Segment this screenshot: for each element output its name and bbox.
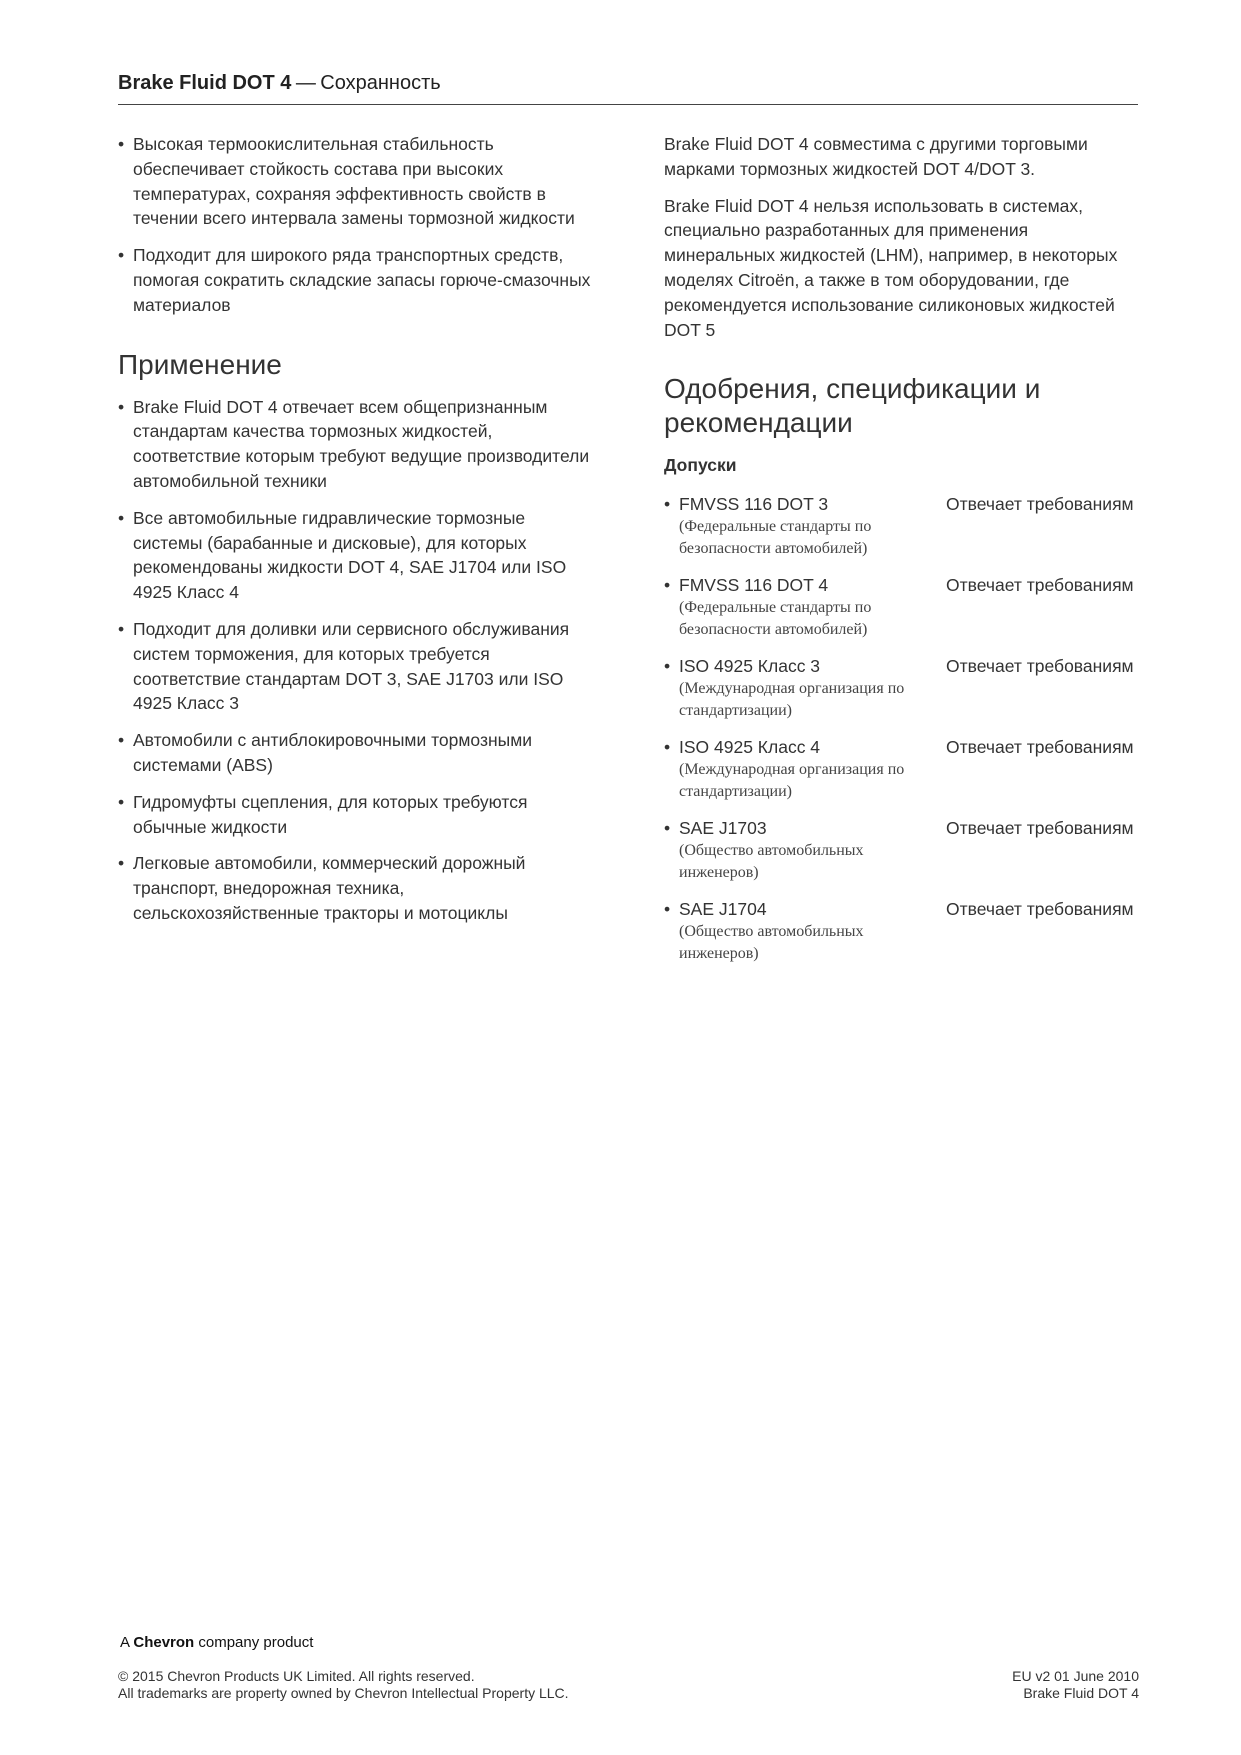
approval-description: (Федеральные стандарты по безопасности автомобилей) — [679, 518, 872, 558]
brand-prefix: A — [120, 1634, 130, 1651]
trademark-text: All trademarks are property owned by Chevron Intellectual Property LLC. — [118, 1685, 569, 1701]
brand-name: Chevron — [133, 1634, 195, 1651]
approval-row — [664, 654, 1139, 720]
footer-product: Brake Fluid DOT 4 — [1023, 1685, 1139, 1701]
list-item: • Гидромуфты сцепления, для которых требуются обычные жидкости — [118, 790, 593, 840]
list-item: • Подходит для широкого ряда транспортных средств, помогая сократить складские запасы горюче-смазочных материалов — [118, 243, 593, 317]
list-item: • Легковые автомобили, коммерческий дорожный транспорт, внедорожная техника, сельскохозяйственные тракторы и мотоциклы — [118, 851, 593, 925]
approvals-subheading: Допуски — [664, 455, 737, 476]
approval-name: ISO 4925 Класс 4 — [679, 737, 821, 758]
approval-description: (Федеральные стандарты по безопасности автомобилей) — [679, 599, 872, 639]
bullet-icon: • — [664, 818, 671, 839]
bullet-icon: • — [664, 899, 671, 920]
list-item: • Автомобили с антиблокировочными тормозными системами (ABS) — [118, 728, 593, 778]
restriction-paragraph: Brake Fluid DOT 4 нельзя использовать в системах, специально разработанных для применения минеральных жидкостей (LHM), например, в некоторых моделях Citroën, а также в том оборудовании, где рекомендуется использование силиконовых жидкостей DOT 5 — [664, 195, 1118, 340]
approval-status: Отвечает требованиям — [946, 737, 1134, 758]
approval-name: SAE J1704 — [679, 899, 767, 920]
approval-row — [664, 492, 1139, 558]
approval-name: FMVSS 116 DOT 3 — [679, 494, 829, 515]
header-separator: — — [295, 72, 316, 94]
compatibility-paragraph: Brake Fluid DOT 4 совместима с другими торговыми марками тормозных жидкостей DOT 4/DOT 3. — [664, 134, 1088, 179]
approval-row — [664, 735, 1139, 801]
bullet-icon: • — [664, 737, 671, 758]
application-heading: Применение — [118, 348, 282, 380]
bullet-icon: • — [664, 656, 671, 677]
approval-description: (Общество автомобильных инженеров) — [679, 923, 864, 963]
list-item: • Высокая термоокислительная стабильность обеспечивает стойкость состава при высоких температурах, сохраняя эффективность свойств в течении всего интервала замены тормозной жидкости — [118, 132, 593, 231]
footer-legal — [118, 1668, 569, 1702]
approval-description: (Международная организация по стандартизации) — [679, 761, 905, 801]
brand-suffix: company product — [198, 1634, 314, 1651]
footer-version — [1012, 1668, 1139, 1702]
approval-row — [664, 897, 1139, 963]
approval-status: Отвечает требованиям — [946, 575, 1134, 596]
approvals-heading: Одобрения, спецификации и рекомендации — [664, 373, 1041, 439]
approval-description: (Общество автомобильных инженеров) — [679, 842, 864, 882]
list-item: • Подходит для доливки или сервисного обслуживания систем торможения, для которых требуется соответствие стандартам DOT 3, SAE J1703 или ISO 4925 Класс 3 — [118, 617, 593, 716]
approval-status: Отвечает требованиям — [946, 899, 1134, 920]
approval-status: Отвечает требованиям — [946, 656, 1134, 677]
chevron-brand-logo — [120, 1634, 313, 1651]
approval-description: (Международная организация по стандартизации) — [679, 680, 905, 720]
copyright-text: © 2015 Chevron Products UK Limited. All rights reserved. — [118, 1668, 475, 1684]
header-product: Brake Fluid DOT 4 — [118, 72, 292, 94]
right-column — [664, 132, 1139, 978]
approval-name: FMVSS 116 DOT 4 — [679, 575, 829, 596]
approval-status: Отвечает требованиям — [946, 818, 1134, 839]
approval-row — [664, 816, 1139, 882]
header-section: Сохранность — [320, 72, 441, 94]
application-bullet-list — [118, 395, 593, 926]
bullet-icon: • — [664, 575, 671, 596]
approval-name: SAE J1703 — [679, 818, 767, 839]
approval-row — [664, 573, 1139, 639]
approval-name: ISO 4925 Класс 3 — [679, 656, 821, 677]
intro-bullet-list — [118, 132, 593, 318]
approval-status: Отвечает требованиям — [946, 494, 1134, 515]
list-item: • Brake Fluid DOT 4 отвечает всем общепризнанным стандартам качества тормозных жидкостей, соответствие которым требуют ведущие производители автомобильной техники — [118, 395, 593, 494]
page-header — [118, 72, 1138, 105]
bullet-icon: • — [664, 494, 671, 515]
version-text: EU v2 01 June 2010 — [1012, 1668, 1139, 1684]
list-item: • Все автомобильные гидравлические тормозные системы (барабанные и дисковые), для которых рекомендованы жидкости DOT 4, SAE J1704 или ISO 4925 Класс 4 — [118, 506, 593, 605]
left-column — [118, 132, 593, 938]
